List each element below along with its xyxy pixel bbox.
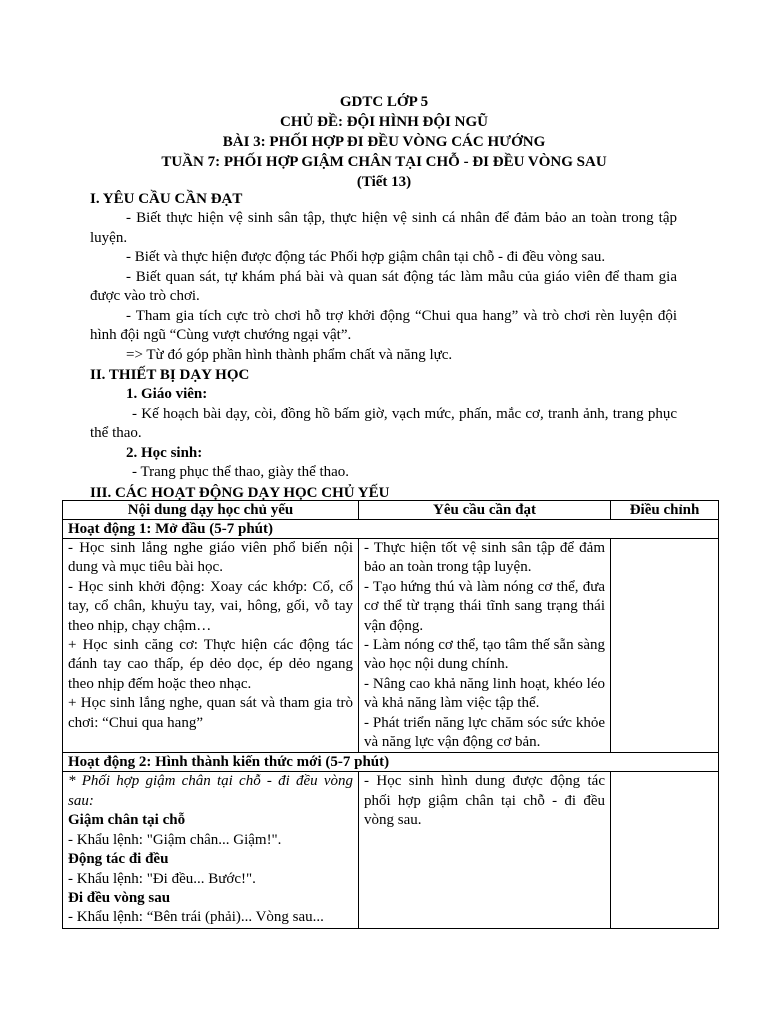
requirement-item: - Thực hiện tốt vệ sinh sân tập để đảm bảo an toàn trong tập luyện. (364, 540, 605, 576)
requirement-item: - Biết quan sát, tự khám phá bài và quan sát động tác làm mẫu của giáo viên để tham gia được vào trò chơi. (90, 268, 677, 304)
column-header-adjustment: Điều chỉnh (611, 501, 719, 520)
student-heading: 2. Học sinh: (126, 444, 203, 461)
requirement-item: - Biết thực hiện vệ sinh sân tập, thực hiện vệ sinh cá nhân để đảm bảo an toàn trong tập luyện. (90, 210, 677, 246)
activity2-title-row (63, 753, 719, 772)
requirement-item: - Nâng cao khả năng linh hoạt, khéo léo và khả năng làm việc tập thể. (364, 675, 605, 712)
content-item: - Học sinh lắng nghe giáo viên phổ biến nội dung và mục tiêu bài học. (68, 540, 353, 576)
header-topic: CHỦ ĐỀ: ĐỘI HÌNH ĐỘI NGŨ (280, 114, 488, 130)
activity2-requirements-cell (359, 772, 611, 928)
lesson-plan-table (62, 500, 719, 929)
command-march-in-place: - Khẩu lệnh: "Giậm chân... Giậm!". (68, 831, 282, 848)
column-header-content: Nội dung dạy học chủ yếu (63, 501, 359, 520)
requirement-item: - Làm nóng cơ thể, tạo tâm thế sẵn sàng vào học nội dung chính. (364, 637, 605, 673)
content-item: - Học sinh khởi động: Xoay các khớp: Cổ, cổ tay, cổ chân, khuỷu tay, vai, hông, gối, vỗ tay theo nhịp, chạy chậm… (68, 578, 353, 634)
command-about-turn: - Khẩu lệnh: “Bên trái (phải)... Vòng sau... (68, 909, 324, 926)
requirement-conclusion: => Từ đó góp phần hình thành phẩm chất và năng lực. (126, 346, 453, 363)
sub-heading-about-turn: Đi đều vòng sau (68, 889, 171, 906)
sub-heading-march-in-place: Giậm chân tại chỗ (68, 812, 186, 829)
requirement-item: - Tham gia tích cực trò chơi hỗ trợ khởi động “Chui qua hang” và trò chơi rèn luyện đội hình đội ngũ “Cùng vượt chướng ngại vật”. (90, 307, 677, 343)
activity1-title: Hoạt động 1: Mở đầu (5-7 phút) (63, 520, 719, 539)
content-item: + Học sinh lắng nghe, quan sát và tham gia trò chơi: “Chui qua hang” (68, 695, 353, 731)
table-header-row (63, 501, 719, 520)
document-header (0, 92, 768, 192)
teacher-equipment-text: - Kế hoạch bài dạy, còi, đồng hồ bấm giờ, vạch mức, phấn, mắc cơ, tranh ảnh, trang phục thể thao. (90, 405, 677, 441)
requirement-item: - Biết và thực hiện được động tác Phối hợp giậm chân tại chỗ - đi đều vòng sau. (126, 249, 606, 265)
activity1-adjustment-cell (611, 539, 719, 753)
section-heading-requirements: I. YÊU CẦU CẦN ĐẠT (90, 191, 243, 207)
section-heading-equipment: II. THIẾT BỊ DẠY HỌC (90, 367, 250, 383)
content-item: + Học sinh căng cơ: Thực hiện các động tác đánh tay cao thấp, ép dẻo dọc, ép dẻo ngang theo nhịp đếm hoặc theo nhạc. (68, 637, 353, 692)
activity1-requirements-cell (359, 539, 611, 753)
document-body (90, 189, 677, 503)
activity2-adjustment-cell (611, 772, 719, 928)
teacher-heading: 1. Giáo viên: (126, 386, 208, 402)
header-lesson: BÀI 3: PHỐI HỢP ĐI ĐỀU VÒNG CÁC HƯỚNG (222, 134, 546, 150)
header-grade: GDTC LỚP 5 (339, 94, 429, 110)
activity2-title: Hoạt động 2: Hình thành kiến thức mới (5-7 phút) (63, 753, 719, 772)
requirement-item: - Học sinh hình dung được động tác phối hợp giậm chân tại chỗ - đi đều vòng sau. (364, 773, 605, 829)
header-week: TUẦN 7: PHỐI HỢP GIẬM CHÂN TẠI CHỖ - ĐI ĐỀU VÒNG SAU (161, 154, 607, 170)
student-equipment-text: - Trang phục thể thao, giày thể thao. (132, 464, 350, 480)
activity1-content-cell (63, 539, 359, 753)
requirement-item: - Phát triển năng lực chăm sóc sức khỏe và năng lực vận động cơ bản. (364, 714, 605, 751)
activity2-row (63, 772, 719, 928)
command-march: - Khẩu lệnh: "Đi đều... Bước!". (68, 870, 256, 887)
header-period: (Tiết 13) (356, 174, 412, 190)
column-header-requirements: Yêu cầu cần đạt (359, 501, 611, 520)
activity2-intro: * Phối hợp giậm chân tại chỗ - đi đều vòng sau: (68, 773, 353, 809)
activity1-row (63, 539, 719, 753)
requirement-item: - Tạo hứng thú và làm nóng cơ thể, đưa cơ thể từ trạng thái tĩnh sang trạng thái vận động. (364, 578, 605, 634)
activity1-title-row (63, 520, 719, 539)
section-heading-activities: III. CÁC HOẠT ĐỘNG DẠY HỌC CHỦ YẾU (90, 484, 390, 501)
activity2-content-cell (63, 772, 359, 928)
sub-heading-march: Động tác đi đều (68, 851, 169, 868)
